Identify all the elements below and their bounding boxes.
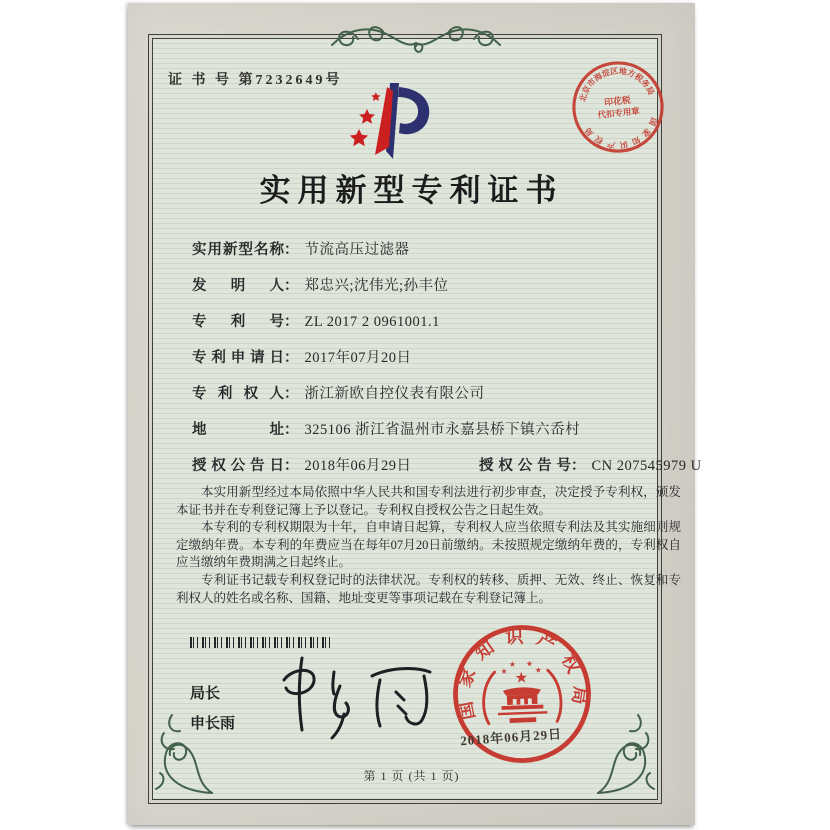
field-value: 节流高压过滤器	[304, 242, 410, 258]
svg-text:★: ★	[500, 666, 508, 676]
field-value: 2017年07月20日	[304, 350, 412, 366]
legal-text	[176, 484, 681, 607]
field-value: 2018年06月29日	[304, 458, 412, 474]
cnipa-seal-arc-text: 国家知识产权局	[453, 626, 591, 722]
field-label: 授权公告号	[479, 458, 571, 474]
field-address: 地址 ： 325106 浙江省温州市永嘉县桥下镇六岙村	[192, 420, 662, 441]
svg-text:★: ★	[534, 665, 542, 675]
field-label: 专利权人	[192, 386, 284, 402]
certificate-title: 实用新型专利证书	[259, 173, 564, 208]
barcode	[190, 637, 332, 648]
field-inventors: 发明人 ： 郑忠兴;沈伟光;孙丰位	[192, 276, 662, 297]
national-emblem-icon	[496, 659, 548, 724]
field-label: 实用新型名称	[192, 242, 284, 258]
director-name: 申长雨	[190, 716, 236, 732]
field-utility-model-name: 实用新型名称 ： 节流高压过滤器	[192, 240, 662, 261]
legal-paragraph-3: 专利证书记载专利权登记时的法律状况。专利权的转移、质押、无效、终止、恢复和专利权人的姓名或名称、国籍、地址变更等事项记载在专利登记簿上。	[176, 572, 681, 605]
certificate-number: 证 书 号 第7232649号	[168, 73, 343, 88]
field-value: ZL 2017 2 0961001.1	[304, 314, 440, 330]
field-label: 专利申请日	[192, 350, 284, 366]
svg-text:国家知识产权局	[580, 115, 662, 154]
director-title: 局长	[190, 686, 221, 702]
field-value: CN 207545979 U	[591, 458, 702, 474]
field-patent-number: 专利号 ： ZL 2017 2 0961001.1	[192, 312, 662, 333]
legal-paragraph-1: 本实用新型经过本局依照中华人民共和国专利法进行初步审查，决定授予专利权，颁发本证书并在专利登记簿上予以登记。专利权自授权公告之日起生效。	[176, 485, 681, 517]
certificate-fields	[192, 240, 702, 492]
seal-date: 2018年06月29日	[459, 726, 563, 749]
field-label: 授权公告日	[192, 458, 284, 474]
field-grant-number: 授权公告号 ： CN 207545979 U	[479, 456, 702, 477]
svg-text:★: ★	[508, 659, 516, 669]
field-filing-date: 专利申请日 ： 2017年07月20日	[192, 348, 662, 369]
field-value: 325106 浙江省温州市永嘉县桥下镇六岙村	[304, 422, 581, 438]
director-block	[190, 679, 235, 739]
svg-text:★: ★	[514, 669, 529, 687]
patent-office-logo-icon	[343, 81, 439, 163]
field-label: 地址	[192, 422, 284, 438]
tax-seal-arc-top-text: 北京市海淀区地方税务局	[577, 66, 656, 103]
certificate-paper	[128, 3, 702, 825]
tax-stamp-seal	[564, 53, 672, 161]
field-value: 郑忠兴;沈伟光;孙丰位	[304, 278, 449, 294]
field-value: 浙江新欧自控仪表有限公司	[304, 386, 485, 402]
tax-seal-line2: 代扣专用章	[597, 105, 641, 120]
director-signature	[268, 648, 438, 743]
field-label: 发明人	[192, 278, 284, 294]
svg-text:★: ★	[525, 659, 534, 669]
cnipa-seal	[443, 615, 600, 772]
field-label: 专利号	[192, 314, 284, 330]
field-grant-row	[192, 456, 702, 477]
legal-paragraph-2: 本专利的专利权期限为十年，自申请日起算，专利权人应当依照专利法及其实施细则规定缴纳年费。本专利的年费应当在每年07月20日前缴纳。未按照规定缴纳年费的，专利权自应当缴纳年费期满之日起终止。	[176, 520, 681, 570]
field-patentee: 专利权人 ： 浙江新欧自控仪表有限公司	[192, 384, 662, 405]
page-number: 第 1 页 (共 1 页)	[363, 769, 460, 783]
border-ornament-top	[328, 15, 504, 61]
field-grant-date: 授权公告日 ： 2018年06月29日	[192, 456, 479, 477]
tax-seal-line1: 印花税	[603, 94, 632, 108]
tax-seal-arc-bottom-text: 国家知识产权局	[580, 116, 659, 150]
